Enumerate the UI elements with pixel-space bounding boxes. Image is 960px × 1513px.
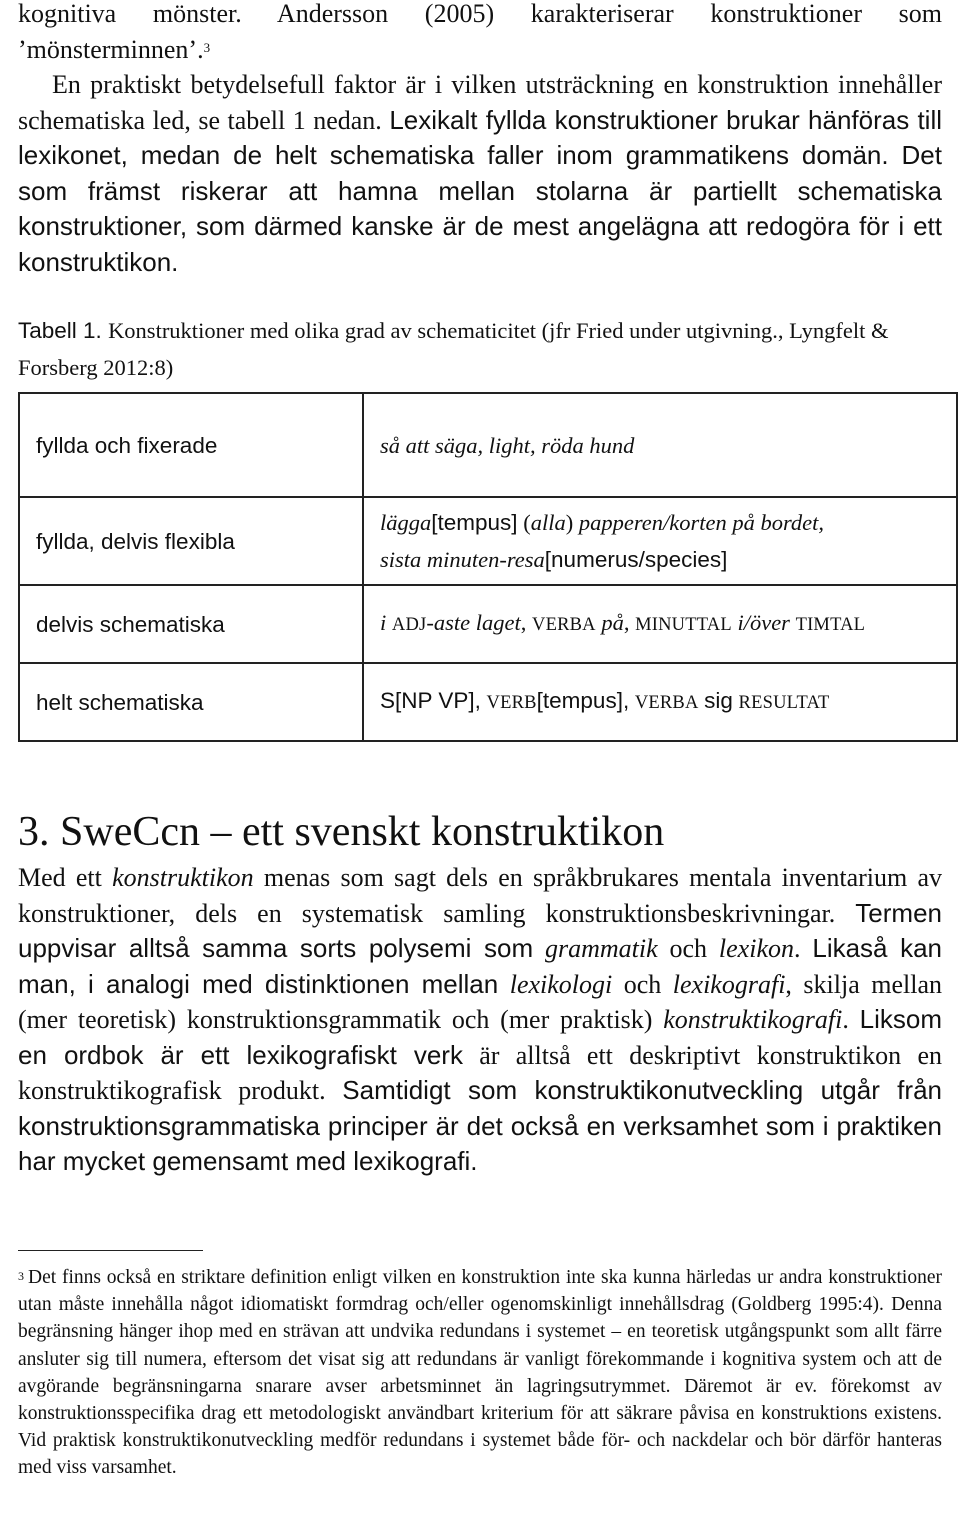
top-paragraph bbox=[18, 0, 942, 280]
table-row bbox=[19, 663, 957, 741]
table-cell-example: lägga[tempus] (alla) papperen/korten på bordet, sista minuten-resa[numerus/species] bbox=[363, 497, 957, 585]
footnote bbox=[18, 1264, 942, 1482]
schematicity-table bbox=[18, 392, 958, 742]
table-row bbox=[19, 393, 957, 497]
paragraph-2c: Det som främst riskerar att hamna mellan stolarna är partiellt schematiska konstruktioner, som därmed kanske är de mest angelägna att redogöra för i ett konstruktikon. bbox=[18, 140, 942, 277]
section-body: Med ett konstruktikon menas som sagt dels en språkbrukares mentala inventarium av konstruktioner, dels en systematisk samling konstruktionsbeskrivningar. Termen uppvisar alltså samma sorts polysemi som grammatik och lexikon. Likaså kan man, i analogi med distinktionen mellan lexikologi och lexikografi, skilja mellan (mer teoretisk) konstruktionsgrammatik och (mer praktisk) konstruktikografi. Liksom en ordbok är ett lexikografiskt verk är alltså ett deskriptivt konstruktikon en konstruktikografisk produkt. Samtidigt som konstruktikonutveckling utgår från konstruktionsgrammatiska principer är det också en verksamhet som i praktiken har mycket gemensamt med lexikografi. bbox=[18, 863, 943, 1176]
table-cell-degree: fyllda och fixerade bbox=[19, 393, 363, 497]
table-caption bbox=[18, 312, 958, 386]
section-heading: 3. SweCcn – ett svenskt konstruktikon bbox=[18, 809, 665, 855]
paragraph-2a: En praktiskt betydelsefull faktor är i vilken utsträckning en konstruktion innehåller schematiska led, se tabell 1 nedan. bbox=[18, 70, 942, 135]
table-caption-text-2: , Lyngfelt & Forsberg 2012:8) bbox=[18, 318, 889, 380]
footnote-text: Det finns också en striktare definition enligt vilken en konstruktion inte ska kunna härledas ur andra konstruktioner utan måste innehålla något idiomatiskt formdrag och/eller ogenomskinligt innehållsdrag (Goldberg 1995:4). Denna begränsning hänger ihop med en strävan att undvika redundans i systemet – en teoretisk utgångspunkt som allt färre ansluter sig till numera, eftersom det visat sig att redundans är vanligt förekommande i kognitiva system och att de avgörande begränsningarna snarare avser arbetsminnet än lagringsutrymmet. Däremot är ev. förekomst av konstruktionsspecifika drag ett metodologiskt användbart kriterium för att säkrare påvisa en konstruktions existens. Vid praktisk konstruktikonutveckling medför redundans i systemet både för- och nackdelar och bör därför hanteras med viss varsamhet. bbox=[18, 1267, 942, 1479]
footnote-separator bbox=[18, 1250, 203, 1251]
table-row bbox=[19, 585, 957, 663]
table-caption-text: Konstruktioner med olika grad av schematicitet (jfr Fried under utgivning. bbox=[108, 318, 778, 343]
table-caption-label: Tabell 1. bbox=[18, 318, 109, 343]
footnote-number: 3 bbox=[18, 1269, 24, 1283]
table-cell-example: S[NP VP], VERB[tempus], VERBA sig RESULTAT bbox=[363, 663, 957, 741]
paragraph-2b: Lexikalt fyllda konstruktioner brukar hänföras till lexikonet, medan de helt schematiska faller inom grammatikens domän. bbox=[18, 104, 942, 170]
first-line-text: kognitiva mönster. Andersson (2005) karakteriserar konstruktioner som ’mönsterminnen’. bbox=[18, 0, 942, 64]
table-cell-example: så att säga, light, röda hund bbox=[363, 393, 957, 497]
table-row bbox=[19, 497, 957, 585]
table-cell-example: i ADJ-aste laget, VERBA på, MINUTTAL i/över TIMTAL bbox=[363, 585, 957, 663]
table-cell-degree: delvis schematiska bbox=[19, 585, 363, 663]
footnote-ref[interactable]: 3 bbox=[203, 39, 211, 55]
table-cell-degree: helt schematiska bbox=[19, 663, 363, 741]
table-cell-degree: fyllda, delvis flexibla bbox=[19, 497, 363, 585]
